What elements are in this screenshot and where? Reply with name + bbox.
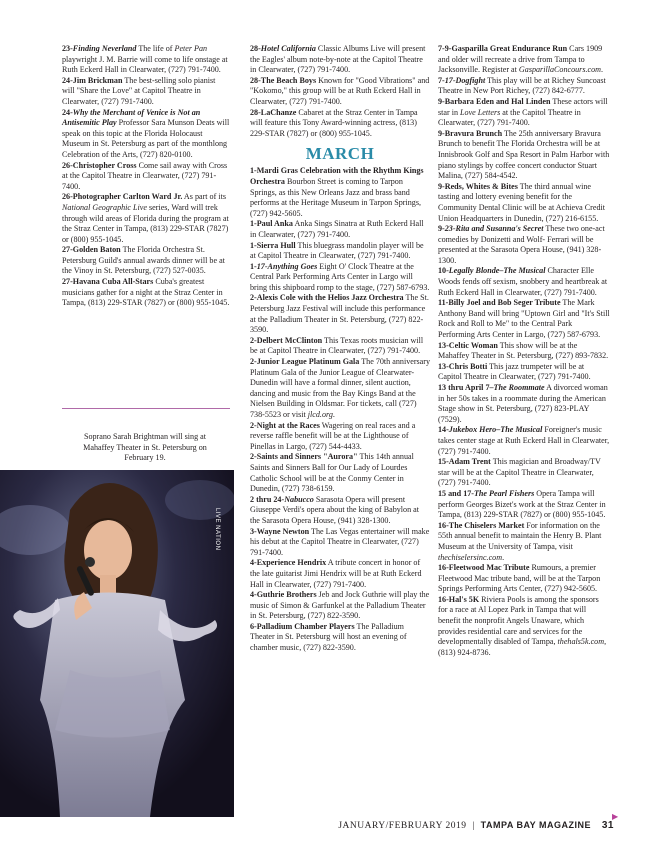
entry-heading: 9-Barbara Eden and Hal Linden (438, 96, 551, 106)
entry-heading: 4-Experience Hendrix (250, 558, 327, 568)
entry-heading: 15 and 17-The Pearl Fishers (438, 488, 535, 498)
entry-body: This bluegrass mandolin player will be at Capitol Theatre in Clearwater, (727) 791-7400. (250, 240, 424, 261)
entry-heading: 15-Adam Trent (438, 457, 491, 467)
entry-body: Sarasota Opera will present Giuseppe Verdi's opera about the king of Babylon at the Sarasota Opera House, (941) 328-1300. (250, 494, 419, 525)
entry-heading: 7-9-Gasparilla Great Endurance Run (438, 44, 568, 53)
entry-body: The best-selling solo pianist will "Share the Love" at Capitol Theatre in Clearwater, (727) 791-7400. (62, 75, 216, 106)
calendar-entry (438, 425, 610, 457)
calendar-entry (438, 266, 610, 298)
entry-heading: 28-LaChanze (250, 107, 297, 117)
calendar-entry (438, 44, 610, 76)
entry-body: This show will be at the Mahaffey Theater in St. Petersburg, (727) 893-7832. (438, 340, 609, 361)
calendar-entry (438, 489, 610, 521)
entry-body: Foreigner's music takes center stage at Ruth Eckerd Hall in Clearwater, (727) 791-7400. (438, 425, 610, 456)
entry-body: This magician and Broadway/TV star will be at the Capitol Theatre in Clearwater, (727) 791-7400. (438, 457, 601, 488)
entry-body: Rumours, a premier Fleetwood Mac tribute band, will be at the Tarpon Springs Performing Arts Center, (727) 942-5605. (438, 563, 601, 594)
entry-heading: 1-Sierra Hull (250, 240, 296, 250)
entry-heading: 9-Bravura Brunch (438, 128, 503, 138)
calendar-entry (250, 421, 430, 453)
footer-page-number: 31 (601, 820, 614, 831)
entry-heading: 13 thru April 7–The Roommate (438, 383, 545, 392)
page-footer (338, 820, 614, 831)
entry-body: Wagering on real races and a reverse raffle benefit will be at the Lighthouse of Pinellas in Largo, (727) 544-4433. (250, 420, 416, 451)
entry-body: Jeb and Jock Guthrie will play the music of Simon & Garfunkel at the Palladium Theater in St. Petersburg, (727) 822-3590. (250, 590, 430, 621)
entry-heading: 16-Hal's 5K (438, 594, 480, 604)
calendar-entry (438, 362, 610, 383)
calendar-entry (250, 219, 430, 240)
entry-heading: 1-17-Anything Goes (250, 261, 318, 271)
entry-body: The life of Peter Pan playwright J. M. Barrie will come to life onstage at Ruth Eckerd Hall in Clearwater, (727) 791-7400. (62, 44, 228, 75)
entry-body: The Mark Anthony Band will bring "Uptown Girl and "It's Still Rock and Roll to Me" to the Central Park Performing Arts Center in Largo, (727) 587-6793. (438, 298, 610, 340)
entry-heading: 24-Why the Merchant of Venice is Not an Antisemitic Play (62, 107, 201, 128)
section-title-march: MARCH (305, 144, 375, 164)
calendar-entry (250, 336, 430, 357)
column-2-march (250, 166, 430, 653)
entry-body: This 14th annual Saints and Sinners Ball for Our Lady of Lourdes Catholic School will be at the Conmy Center in Dunedin, (727) 738-6159. (250, 452, 414, 494)
entry-heading: 16-The Chiselers Market (438, 520, 525, 530)
entry-heading: 2-Saints and Sinners "Aurora" (250, 452, 358, 462)
entry-heading: 2-Delbert McClinton (250, 335, 323, 345)
entry-heading: 13-Celtic Woman (438, 340, 498, 350)
calendar-entry (62, 277, 230, 309)
entry-body: Opera Tampa will perform Georges Bizet's work at the Straz Center in Tampa, (813) 229-STAR (7827) or (800) 955-1045. (438, 488, 606, 520)
calendar-entry (438, 383, 610, 425)
calendar-entry (62, 108, 230, 161)
entry-heading: 26-Christopher Cross (62, 160, 137, 170)
entry-heading: 1-Mardi Gras Celebration with the Rhythm Kings Orchestra (250, 166, 424, 186)
footer-issue: JANUARY/FEBRUARY 2019 (338, 821, 467, 831)
calendar-entry (438, 224, 610, 266)
entry-body: A divorced woman in her 50s takes in a roommate during the American Stage show in St. Petersburg, (727) 823-PLAY (7529). (438, 383, 608, 424)
calendar-entry (438, 457, 610, 489)
performer-illustration (0, 470, 234, 817)
entry-body: Anka Sings Sinatra at Ruth Eckerd Hall in Clearwater, (727) 791-7400. (250, 219, 424, 239)
entry-body: The third annual wine tasting and lottery evening benefit for the Community Dental Clinic will be at Achieva Credit Union Headquarters in Dunedin, (727) 216-6155. (438, 181, 606, 223)
entry-heading: 27-Havana Cuba All-Stars (62, 277, 154, 287)
entry-body: Known for "Good Vibrations" and "Kokomo," this group will be at Ruth Eckerd Hall in Clearwater, (727) 791-7400. (250, 75, 430, 106)
entry-body: The Florida Orchestra St. Petersburg Guild's annual awards dinner will be at the Vinoy in St. Petersburg, (727) 527-0035. (62, 245, 225, 276)
entry-heading: 28-The Beach Boys (250, 75, 317, 85)
calendar-entry (250, 44, 430, 76)
calendar-entry (62, 161, 230, 193)
column-1 (62, 44, 230, 309)
entry-heading: 14-Jukebox Hero–The Musical (438, 425, 543, 435)
calendar-entry (62, 44, 230, 76)
footer-separator: | (472, 821, 475, 831)
entry-heading: 23-Finding Neverland (62, 44, 137, 53)
calendar-entry (438, 129, 610, 182)
calendar-entry (250, 241, 430, 262)
entry-heading: 27-Golden Baton (62, 245, 121, 255)
calendar-entry (250, 262, 430, 294)
calendar-entry (250, 495, 430, 527)
entry-body: This jazz trumpeter will be at Capitol Theatre in Clearwater, (727) 791-7400. (438, 361, 591, 382)
entry-body: The 25th anniversary Bravura Brunch to benefit The Florida Orchestra will be at Innisbrook Golf and Spa Resort in Palm Harbor with piano stylings by coffee concert conductor Stuart Malina, (727) 584-4542. (438, 128, 610, 181)
calendar-entry (438, 595, 610, 659)
calendar-entry (250, 558, 430, 590)
column-2 (250, 44, 430, 654)
entry-body: This Texas roots musician will be at Capitol Theatre in Clearwater, (727) 791-7400. (250, 335, 424, 356)
calendar-entry (438, 563, 610, 595)
calendar-entry (250, 622, 430, 654)
entry-body: As part of its National Geographic Live series, Ward will trek through wild areas of Florida during the program at the Straz Center in Tampa, (813) 229-STAR (7827) or (800) 955-1045. (62, 192, 229, 244)
entry-heading: 4-Guthrie Brothers (250, 590, 317, 600)
entry-heading: 11-Billy Joel and Bob Seger Tribute (438, 298, 561, 308)
entry-body: Riviera Pools is among the sponsors for a race at Al Lopez Park in Tampa that will benefit the nonprofit Angels Unaware, which provides residential care and services for the developmentally disabled of Tampa, thehals5k.com, (813) 924-8736. (438, 594, 607, 657)
footer-magazine: TAMPA BAY MAGAZINE (480, 820, 591, 830)
calendar-entry (250, 357, 430, 421)
calendar-entry (250, 293, 430, 335)
entry-heading: 26-Photographer Carlton Ward Jr. (62, 192, 183, 202)
entry-heading: 9-23-Rita and Susanna's Secret (438, 224, 544, 234)
entry-heading: 10-Legally Blonde–The Musical (438, 266, 546, 276)
entry-body: Cars 1909 and older will recreate a drive from Tampa to Jacksonville. Register at GasparillaConcours.com. (438, 44, 604, 75)
calendar-entry (438, 521, 610, 563)
entry-body: This play will be at Richey Suncoast Theatre in New Port Richey, (727) 842-6777. (438, 75, 606, 96)
entry-body: Classic Albums Live will present the Eagles' album note-by-note at the Capitol Theatre in Clearwater, (727) 791-7400. (250, 44, 426, 75)
entry-body: The 70th anniversary Platinum Gala of the Junior League of Clearwater-Dunedin will have a formal dinner, silent auction, dancing and music from the Bay Kings Band at the Nielsen Building in Oldsmar. For tickets, call (727) 738-5523 or visit jlcd.org. (250, 357, 431, 419)
entry-heading: 28-Hotel California (250, 44, 316, 53)
entry-body: Eight O' Clock Theatre at the Central Park Performing Arts Center in Largo will bring this shipboard romp to the stage, (727) 587-6793. (250, 261, 430, 292)
photo-credit: LIVE NATION (214, 508, 220, 551)
calendar-entry (250, 452, 430, 494)
entry-body: Bourbon Street is coming to Tarpon Springs, as this New Orleans Jazz and brass band performs at the Heritage Museum in Tarpon Springs, (727) 942-5605. (250, 176, 422, 218)
entry-body: These two one-act comedies by Donizetti and Wolf- Ferrari will be presented at the Sarasota Opera House, (941) 328-1300. (438, 224, 605, 265)
entry-body: Come sail away with Cross at the Capitol Theatre in Clearwater, (727) 791-7400. (62, 160, 228, 191)
entry-heading: 13-Chris Botti (438, 361, 488, 371)
entry-heading: 2-Alexis Cole with the Helios Jazz Orchestra (250, 293, 404, 303)
performer-photo (0, 470, 234, 817)
entry-heading: 16-Fleetwood Mac Tribute (438, 563, 530, 573)
calendar-entry (250, 108, 430, 140)
entry-body: The Las Vegas entertainer will make his debut at the Capitol Theatre in Clearwater, (727) 791-7400. (250, 526, 430, 557)
entry-body: These actors will star in Love Letters at the Capitol Theatre in Clearwater, (727) 791-7400. (438, 96, 608, 128)
entry-heading: 2-Junior League Platinum Gala (250, 357, 360, 367)
calendar-entry (62, 76, 230, 108)
entry-heading: 7-17-Dogfight (438, 75, 486, 85)
calendar-entry (62, 192, 230, 245)
entry-body: The St. Petersburg Jazz Festival will include this performance at the Palladium Theater in St. Petersburg, (727) 822-3590. (250, 293, 429, 335)
entry-heading: 1-Paul Anka (250, 219, 293, 229)
calendar-entry (438, 341, 610, 362)
entry-heading: 3-Wayne Newton (250, 526, 310, 536)
entry-heading: 24-Jim Brickman (62, 75, 123, 85)
photo-caption: Soprano Sarah Brightman will sing at Mahaffey Theater in St. Petersburg on February 19. (83, 432, 207, 463)
calendar-entry (250, 76, 430, 108)
entry-body: The Palladium Theater in St. Petersburg will host an evening of chamber music, (727) 822-3590. (250, 621, 407, 653)
entry-body: Character Elle Woods fends off sexism, snobbery and heartbreak at Ruth Eckerd Hall in Clearwater, (727) 791-7400. (438, 266, 608, 297)
entry-body: Cuba's greatest musicians gather for a night at the Straz Center in Tampa, (813) 229-STAR (7827) or (800) 955-1045. (62, 277, 230, 308)
entry-body: Cabaret at the Straz Center in Tampa will feature this Tony Award-winning actress, (813) 229-STAR (7827) or (800) 955-1045. (250, 107, 418, 138)
entry-heading: 9-Reds, Whites & Bites (438, 181, 518, 191)
calendar-entry (250, 166, 430, 219)
column-3 (438, 44, 610, 658)
entry-heading: 2-Night at the Races (250, 420, 320, 430)
calendar-entry (438, 182, 610, 224)
calendar-entry (438, 298, 610, 340)
caption-divider (62, 408, 230, 409)
entry-heading: 2 thru 24-Nabucco (250, 494, 314, 504)
column-2-february (250, 44, 430, 139)
calendar-entry (250, 590, 430, 622)
entry-body: For information on the 55th annual benefit to maintain the Henry B. Plant Museum at the University of Tampa, visit thechiselersinc.com. (438, 520, 602, 562)
continue-arrow-icon: ▶ (612, 812, 619, 821)
calendar-entry (62, 245, 230, 277)
entry-body: A tribute concert in honor of the late guitarist Jimi Hendrix will be at Ruth Eckerd Hall in Clearwater, (727) 791-7400. (250, 558, 422, 589)
entry-body: Professor Sara Munson Deats will speak on this topic at the Florida Holocaust Museum in St. Petersburg as part of the monthlong Celebration of the Arts, (727) 820-0100. (62, 118, 230, 159)
calendar-entry (438, 76, 610, 97)
calendar-entry (438, 97, 610, 129)
entry-heading: 6-Palladium Chamber Players (250, 621, 355, 631)
calendar-entry (250, 527, 430, 559)
